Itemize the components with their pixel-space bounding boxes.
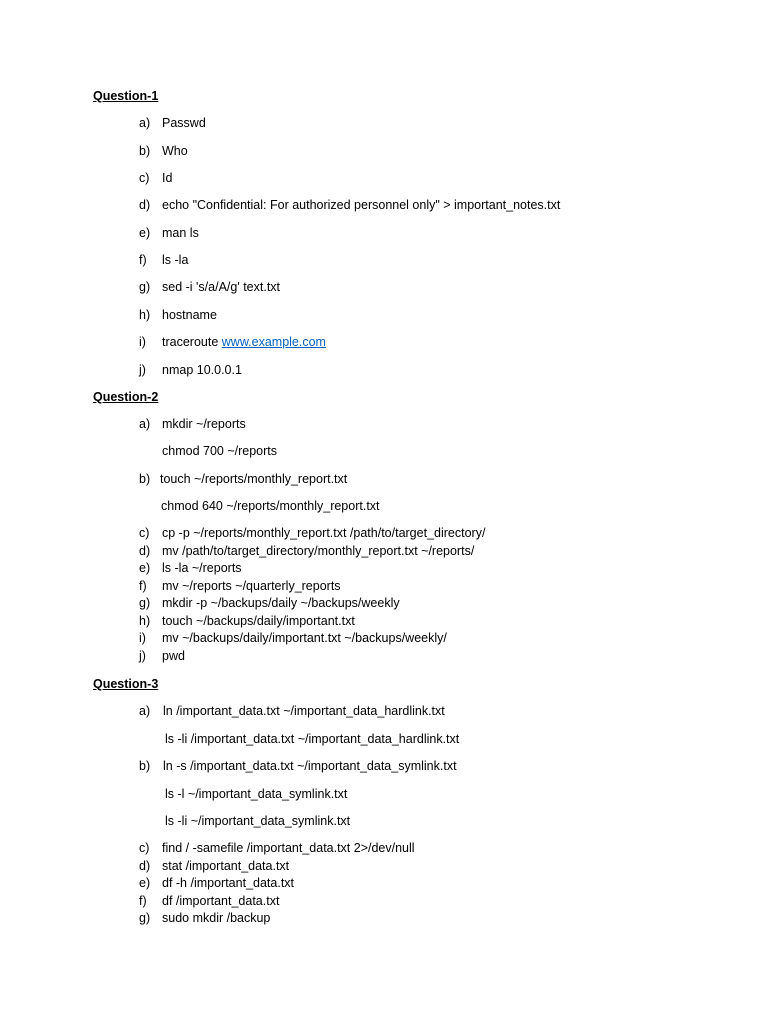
list-marker: b)	[139, 472, 151, 486]
list-marker: f)	[139, 579, 147, 593]
command-text	[162, 334, 326, 350]
list-marker: e)	[139, 876, 151, 890]
list-marker: j)	[139, 363, 146, 377]
list-marker: d)	[139, 198, 151, 212]
list-marker: i)	[139, 631, 146, 645]
list-marker: c)	[139, 841, 150, 855]
list-marker: g)	[139, 280, 151, 294]
list-marker: c)	[139, 526, 150, 540]
command-text: man ls	[162, 226, 199, 240]
list-marker: c)	[139, 171, 150, 185]
command-text: mkdir ~/reports	[162, 417, 246, 431]
list-marker: f)	[139, 894, 147, 908]
command-text: ls -la ~/reports	[162, 561, 242, 575]
command-text: touch ~/backups/daily/important.txt	[162, 614, 355, 628]
command-text: df -h /important_data.txt	[162, 876, 295, 890]
command-text: sudo mkdir /backup	[162, 911, 271, 925]
list-marker: b)	[139, 759, 151, 773]
command-text: stat /important_data.txt	[162, 859, 290, 873]
list-marker: a)	[139, 116, 151, 130]
list-marker: f)	[139, 253, 147, 267]
command-text: chmod 640 ~/reports/monthly_report.txt	[161, 499, 380, 513]
command-text: echo "Confidential: For authorized personnel only" > important_notes.txt	[162, 198, 561, 212]
list-marker: g)	[139, 596, 151, 610]
example-link[interactable]: www.example.com	[221, 335, 326, 349]
command-text: mv ~/backups/daily/important.txt ~/backups/weekly/	[162, 631, 447, 645]
command-text: sed -i 's/a/A/g' text.txt	[162, 280, 281, 294]
list-marker: h)	[139, 614, 151, 628]
command-text: ln /important_data.txt ~/important_data_hardlink.txt	[163, 704, 445, 718]
list-marker: j)	[139, 649, 146, 663]
command-text: mv /path/to/target_directory/monthly_report.txt ~/reports/	[162, 544, 475, 558]
command-text: find / -samefile /important_data.txt 2>/dev/null	[162, 841, 415, 855]
command-text: Passwd	[162, 116, 206, 130]
command-text: ls -li ~/important_data_symlink.txt	[165, 814, 351, 828]
list-marker: h)	[139, 308, 151, 322]
list-marker: e)	[139, 561, 151, 575]
command-prefix: traceroute	[162, 335, 222, 349]
command-text: cp -p ~/reports/monthly_report.txt /path/to/target_directory/	[162, 526, 486, 540]
command-text: mkdir -p ~/backups/daily ~/backups/weekly	[162, 596, 400, 610]
question-2-heading: Question-2	[93, 390, 159, 404]
command-text: chmod 700 ~/reports	[162, 444, 277, 458]
command-text: ls -l ~/important_data_symlink.txt	[165, 787, 348, 801]
command-text: mv ~/reports ~/quarterly_reports	[162, 579, 341, 593]
list-marker: g)	[139, 911, 151, 925]
list-marker: e)	[139, 226, 151, 240]
list-marker: i)	[139, 335, 146, 349]
question-3-heading: Question-3	[93, 677, 159, 691]
command-text: touch ~/reports/monthly_report.txt	[160, 472, 348, 486]
command-text: Id	[162, 171, 173, 185]
command-text: hostname	[162, 308, 217, 322]
command-text: ls -li /important_data.txt ~/important_data_hardlink.txt	[165, 732, 460, 746]
command-text: ls -la	[162, 253, 189, 267]
command-text: nmap 10.0.0.1	[162, 363, 242, 377]
question-1-heading: Question-1	[93, 89, 159, 103]
list-marker: a)	[139, 417, 151, 431]
command-text: ln -s /important_data.txt ~/important_data_symlink.txt	[163, 759, 457, 773]
list-marker: d)	[139, 544, 151, 558]
list-marker: b)	[139, 144, 151, 158]
command-text: Who	[162, 144, 188, 158]
command-text: pwd	[162, 649, 185, 663]
list-marker: a)	[139, 704, 151, 718]
list-marker: d)	[139, 859, 151, 873]
command-text: df /important_data.txt	[162, 894, 280, 908]
